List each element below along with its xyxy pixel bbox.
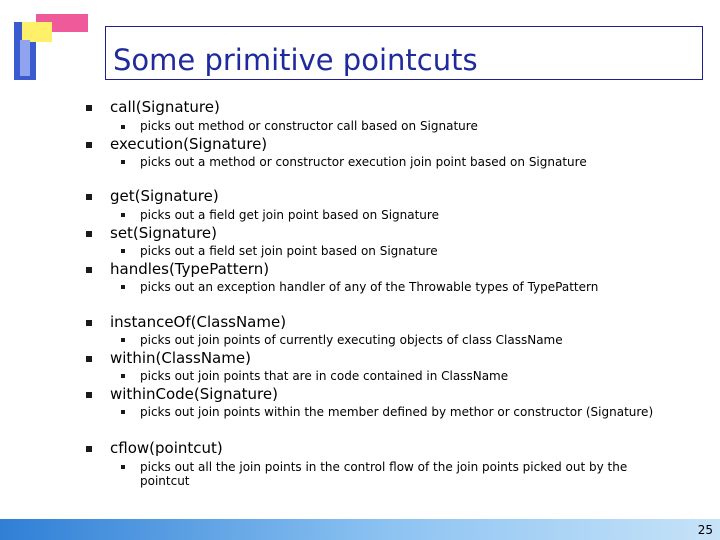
pointcut-withincode: withinCode(Signature) <box>110 385 278 403</box>
bullet-square-icon <box>121 213 125 217</box>
corner-decoration-icon <box>0 0 100 90</box>
pointcut-handles-description: picks out an exception handler of any of the Throwable types of TypePattern <box>140 280 599 294</box>
bullet-square-icon <box>121 338 125 342</box>
pointcut-execution-description: picks out a method or constructor execution join point based on Signature <box>140 155 587 169</box>
bullet-square-icon <box>121 285 125 289</box>
pointcut-instanceof: instanceOf(ClassName) <box>110 313 287 331</box>
bullet-square-icon <box>86 392 92 398</box>
pointcut-instanceof-description: picks out join points of currently executing objects of class ClassName <box>140 333 563 347</box>
page-number: 25 <box>697 523 713 537</box>
bullet-square-icon <box>86 194 92 200</box>
bullet-square-icon <box>121 465 125 469</box>
pointcut-handles: handles(TypePattern) <box>110 260 270 278</box>
pointcut-cflow-description-continued: pointcut <box>140 474 190 488</box>
bullet-square-icon <box>121 249 125 253</box>
bullet-square-icon <box>86 231 92 237</box>
title-box <box>105 26 703 80</box>
bullet-square-icon <box>121 125 125 129</box>
bullet-square-icon <box>86 356 92 362</box>
pointcut-execution: execution(Signature) <box>110 135 268 153</box>
bullet-square-icon <box>121 160 125 164</box>
bullet-square-icon <box>86 267 92 273</box>
bullet-square-icon <box>121 374 125 378</box>
slide-title: Some primitive pointcuts <box>113 43 478 77</box>
bullet-square-icon <box>86 446 92 452</box>
pointcut-set: set(Signature) <box>110 224 217 242</box>
pointcut-within: within(ClassName) <box>110 349 251 367</box>
pointcut-set-description: picks out a field set join point based on Signature <box>140 244 438 258</box>
bullet-square-icon <box>86 142 92 148</box>
bullet-square-icon <box>86 105 92 111</box>
pointcut-cflow: cflow(pointcut) <box>110 439 223 457</box>
pointcut-withincode-description: picks out join points within the member defined by methor or constructor (Signature) <box>140 405 654 419</box>
pointcut-call: call(Signature) <box>110 98 220 116</box>
pointcut-call-description: picks out method or constructor call based on Signature <box>140 119 478 133</box>
pointcut-get: get(Signature) <box>110 187 219 205</box>
pointcut-cflow-description: picks out all the join points in the control flow of the join points picked out by the <box>140 460 628 474</box>
pointcut-within-description: picks out join points that are in code contained in ClassName <box>140 369 509 383</box>
bullet-square-icon <box>86 320 92 326</box>
bullet-square-icon <box>121 410 125 414</box>
footer-bar <box>0 519 720 540</box>
pointcut-get-description: picks out a field get join point based on Signature <box>140 208 439 222</box>
